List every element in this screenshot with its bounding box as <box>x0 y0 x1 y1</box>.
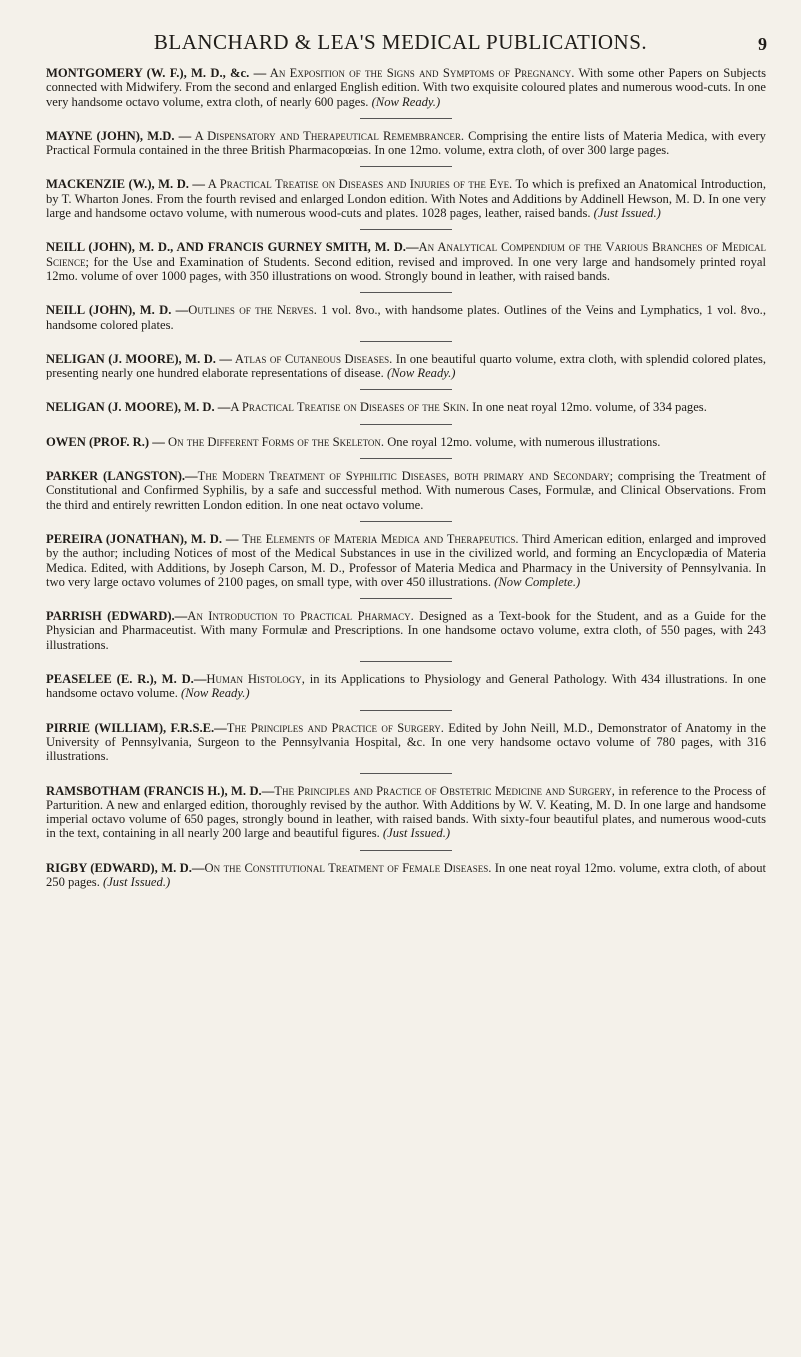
entry-description: Third American edition, enlarged and improved by the author; including Notices of most of the Medical Substances in use in the civilized world, and forming an Encyclopædia of Materia Medica. Edited, with Additions, by Joseph Carson, M. D., Professor of Materia Medica and Pharmacy in the University of Pennsylvania. In two very large octavo volumes of 2100 pages, on small type, with over 450 illustrations. <box>46 531 767 589</box>
entry-divider <box>360 773 452 774</box>
entry-author: MONTGOMERY (W. F.), M. D., &c. — <box>46 66 267 80</box>
catalog-entry <box>46 609 766 652</box>
entry-status: (Now Ready.) <box>371 94 441 109</box>
entry-divider <box>360 850 452 851</box>
entry-divider <box>360 521 452 522</box>
catalog-entry <box>46 672 766 701</box>
entry-divider <box>360 292 452 293</box>
entry-title: A Dispensatory and Therapeutical Remembrancer. <box>191 128 465 143</box>
entry-title: An Exposition of the Signs and Symptoms of Pregnancy. <box>266 66 575 80</box>
entry-author: PARKER (LANGSTON).— <box>46 469 198 484</box>
entry-status: (Now Ready.) <box>386 366 456 381</box>
entry-divider <box>360 710 452 711</box>
entry-author: PIRRIE (WILLIAM), F.R.S.E.— <box>46 720 227 735</box>
entry-description: in reference to the Process of Parturition. A new and enlarged edition, thoroughly revised by the author. With Additions by W. V. Keating, M. D. In one large and handsome imperial octavo volume of 650 pages, strongly bound in leather, with raised bands. With sixty-four beautiful plates, and numerous wood-cuts in the text, containing in all nearly 200 large and beautiful figures. <box>46 783 766 841</box>
entry-divider <box>360 341 452 342</box>
entry-title: Human Histology, <box>206 672 305 687</box>
entry-author: RIGBY (EDWARD), M. D.— <box>46 860 205 875</box>
entry-description: To which is prefixed an Anatomical Introduction, by T. Wharton Jones. From the fourth revised and enlarged London edition. With Notes and Additions by Addinell Hewson, M. D. In one very large and handsome octavo volume, with numerous wood-cuts and plates. 1028 pages, leather, raised bands. <box>46 177 766 221</box>
entry-title: The Modern Treatment of Syphilitic Diseases, both primary and Secondary; <box>197 469 614 484</box>
entry-description: comprising the Treatment of Constitutional and Confirmed Syphilis, by a safe and successful method. With numerous Cases, Formulæ, and Clinical Observations. From the third and entirely rewritten London edition. In one neat octavo volume. <box>46 469 766 512</box>
catalog-entry <box>46 469 766 512</box>
entry-divider <box>360 458 452 459</box>
catalog-entry <box>46 721 766 764</box>
entry-title: Outlines of the Nerves. <box>188 303 317 318</box>
catalog-entry <box>46 532 766 589</box>
entry-author: NEILL (JOHN), M. D., AND FRANCIS GURNEY SMITH, M. D.— <box>46 240 419 255</box>
entry-status: (Just Issued.) <box>103 874 171 889</box>
entry-description: In one neat royal 12mo. volume, of 334 pages. <box>469 400 707 415</box>
entry-divider <box>360 166 452 167</box>
entry-author: PEASELEE (E. R.), M. D.— <box>46 672 207 687</box>
entry-author: PARRISH (EDWARD).— <box>46 609 188 624</box>
entry-author: MACKENZIE (W.), M. D. — <box>46 177 206 192</box>
catalog-entry <box>46 352 766 381</box>
catalog-entry <box>46 784 766 841</box>
entry-divider <box>360 598 452 599</box>
entry-author: OWEN (PROF. R.) — <box>46 434 165 449</box>
catalog-entry <box>46 400 766 414</box>
catalog-entry <box>46 240 766 283</box>
page-number: 9 <box>758 34 767 54</box>
catalog-entry <box>46 861 766 890</box>
entry-status: (Now Complete.) <box>494 574 581 589</box>
entry-author: NELIGAN (J. MOORE), M. D. — <box>46 351 233 366</box>
entry-title: A Practical Treatise on Diseases and Injuries of the Eye. <box>205 177 513 192</box>
entry-description: One royal 12mo. volume, with numerous illustrations. <box>384 434 661 449</box>
entry-title: An Analytical Compendium of the Various Branches of Medical Science; <box>46 240 766 269</box>
entry-status: (Just Issued.) <box>593 206 661 221</box>
entry-description: Designed as a Text-book for the Student, and as a Guide for the Physician and Pharmaceutist. With many Formulæ and Prescriptions. In one handsome octavo volume, extra cloth, of 550 pages, with 243 illustrations. <box>46 609 767 652</box>
entry-title: A Practical Treatise on Diseases of the Skin. <box>230 400 470 415</box>
page-header <box>0 30 801 55</box>
entry-author: NEILL (JOHN), M. D. — <box>46 303 189 318</box>
catalog-entry <box>46 129 766 158</box>
entry-description: Comprising the entire lists of Materia Medica, with every Practical Formula contained in the three British Pharmacopœias. In one 12mo. volume, extra cloth, of over 300 large pages. <box>46 128 766 158</box>
entry-description: With some other Papers on Subjects connected with Midwifery. From the second and enlarged English edition. With two exquisite coloured plates and numerous wood-cuts. In one very handsome octavo volume, extra cloth, of nearly 600 pages. <box>46 66 766 109</box>
entry-description: Edited by John Neill, M.D., Demonstrator of Anatomy in the University of Pennsylvania, Surgeon to the Pennsylvania Hospital, &c. In one very handsome octavo volume of 780 pages, with 316 illustrations. <box>46 720 766 764</box>
entry-description: for the Use and Examination of Students. Second edition, revised and improved. In one very large and handsomely printed royal 12mo. volume of over 1000 pages, with 350 illustrations on wood. Strongly bound in leather, with raised bands. <box>46 254 766 283</box>
entry-title: The Principles and Practice of Obstetric Medicine and Surgery, <box>274 783 615 798</box>
entry-description: In one neat royal 12mo. volume, extra cloth, of about 250 pages. <box>46 860 766 889</box>
catalog-entry <box>46 66 766 109</box>
catalog-entries <box>46 66 766 889</box>
catalog-entry <box>46 303 766 332</box>
entry-status: (Just Issued.) <box>382 826 451 841</box>
entry-title: Atlas of Cutaneous Diseases. <box>232 351 393 366</box>
entry-divider <box>360 389 452 390</box>
running-head: BLANCHARD & LEA'S MEDICAL PUBLICATIONS. <box>153 30 648 54</box>
entry-author: MAYNE (JOHN), M.D. — <box>46 128 192 143</box>
entry-description: In one beautiful quarto volume, extra cloth, with splendid colored plates, presenting nearly one hundred elaborate representations of disease. <box>46 351 766 381</box>
catalog-entry <box>46 177 766 220</box>
entry-divider <box>360 424 452 425</box>
entry-title: The Principles and Practice of Surgery. <box>226 720 444 735</box>
entry-title: On the Constitutional Treatment of Female Diseases. <box>204 860 492 875</box>
entry-author: RAMSBOTHAM (FRANCIS H.), M. D.— <box>46 783 275 798</box>
entry-divider <box>360 229 452 230</box>
entry-status: (Now Ready.) <box>181 686 250 701</box>
entry-author: PEREIRA (JONATHAN), M. D. — <box>46 531 239 546</box>
entry-description: in its Applications to Physiology and General Pathology. With 434 illustrations. In one handsome octavo volume. <box>46 672 766 701</box>
entry-divider <box>360 118 452 119</box>
entry-title: The Elements of Materia Medica and Therapeutics. <box>238 531 519 546</box>
entry-title: An Introduction to Practical Pharmacy. <box>187 609 414 624</box>
entry-author: NELIGAN (J. MOORE), M. D. — <box>46 400 231 415</box>
entry-description: 1 vol. 8vo., with handsome plates. Outlines of the Veins and Lymphatics, 1 vol. 8vo., handsome colored plates. <box>46 303 766 332</box>
entry-title: On the Different Forms of the Skeleton. <box>164 434 385 449</box>
entry-divider <box>360 661 452 662</box>
catalog-entry <box>46 435 766 449</box>
